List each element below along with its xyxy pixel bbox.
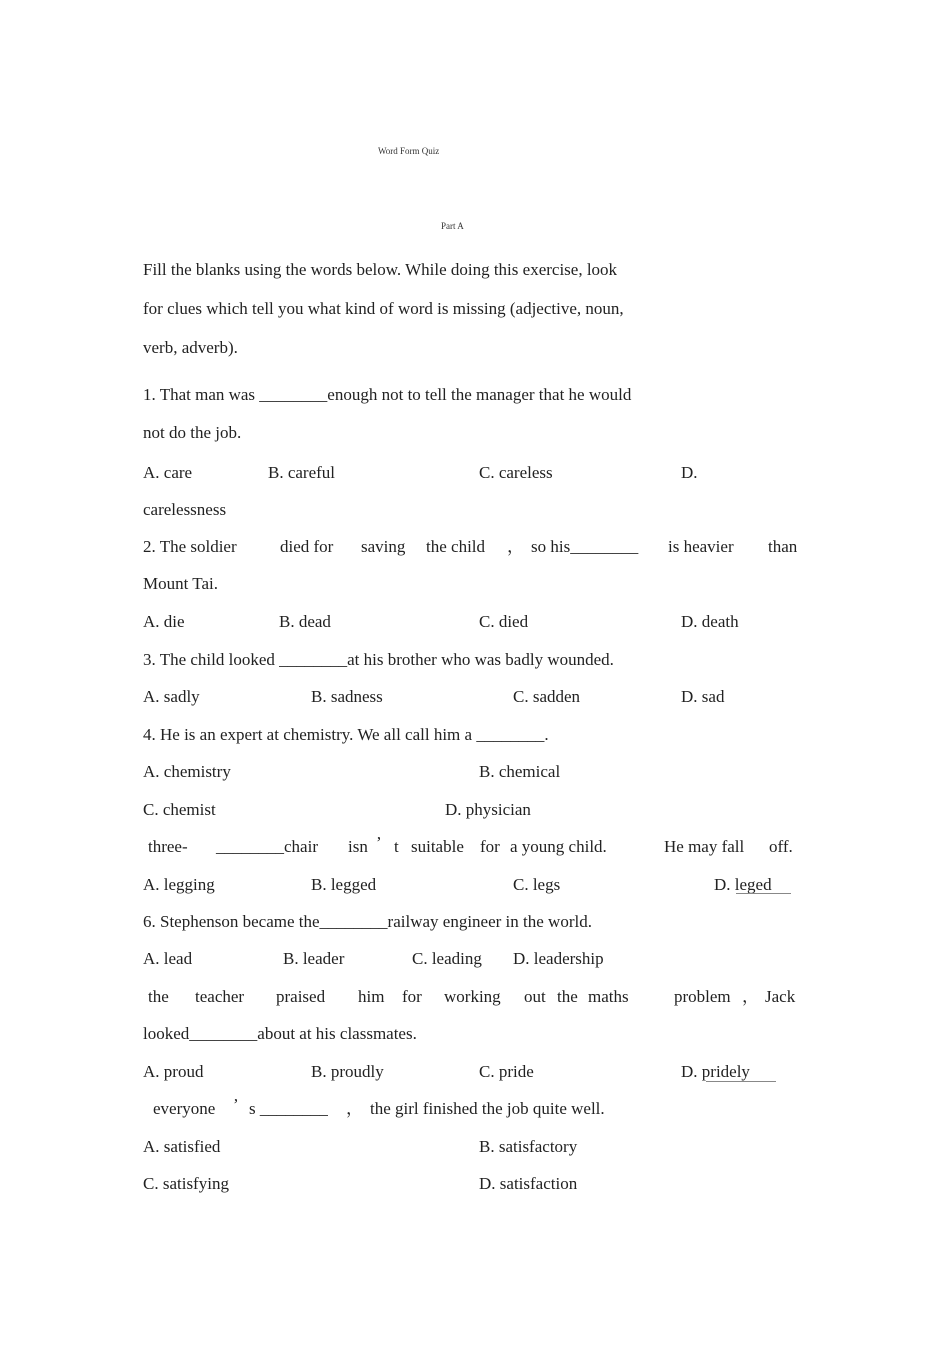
question-8-word: everyone — [153, 1099, 216, 1118]
question-8-word: s ________ — [249, 1099, 328, 1118]
question-6-text: 6. Stephenson became the________railway engineer in the world. — [143, 912, 592, 931]
q2-option-c: C. died — [479, 612, 529, 631]
question-5-word: three- — [148, 837, 188, 856]
question-5-word: ________chair — [216, 837, 318, 856]
question-7-word: ， — [742, 987, 759, 1006]
question-7-word: out — [524, 987, 546, 1006]
question-2-word: is heavier — [668, 537, 734, 556]
q4-option-b: B. chemical — [479, 762, 561, 781]
q6-option-b: B. leader — [283, 949, 345, 968]
document-title: Word Form Quiz — [378, 146, 440, 156]
question-7-word: teacher — [195, 987, 245, 1006]
q3-option-d: D. sad — [681, 687, 725, 706]
q2-option-d: D. death — [681, 612, 739, 631]
question-5-word: for — [480, 837, 500, 856]
question-8-word: the girl finished the job quite well. — [370, 1099, 605, 1118]
q4-option-d: D. physician — [445, 800, 531, 819]
q8-option-b: B. satisfactory — [479, 1137, 578, 1156]
q8-option-d: D. satisfaction — [479, 1174, 578, 1193]
question-5-word: He may fall — [664, 837, 745, 856]
q6-option-d: D. leadership — [513, 949, 604, 968]
q3-option-b: B. sadness — [311, 687, 383, 706]
question-7-word: praised — [276, 987, 326, 1006]
question-2-word: 2. The soldier — [143, 537, 237, 556]
q8-option-c: C. satisfying — [143, 1174, 229, 1193]
q2-option-a: A. die — [143, 612, 185, 631]
spelling-mark — [736, 893, 791, 894]
spelling-mark — [706, 1081, 776, 1082]
question-5-word: t — [394, 837, 399, 856]
question-2-word: saving — [361, 537, 406, 556]
q2-option-b: B. dead — [279, 612, 331, 631]
question-1-text-cont: not do the job. — [143, 423, 242, 442]
q7-option-b: B. proudly — [311, 1062, 384, 1081]
q1-option-d-text: carelessness — [143, 500, 227, 519]
question-2-word: ， — [507, 537, 524, 556]
instruction-line-3: verb, adverb). — [143, 338, 238, 357]
question-7-word: the — [557, 987, 578, 1006]
q7-option-a: A. proud — [143, 1062, 204, 1081]
question-4-text: 4. He is an expert at chemistry. We all call him a ________. — [143, 725, 549, 744]
question-7-word: Jack — [765, 987, 796, 1006]
q4-option-c: C. chemist — [143, 800, 216, 819]
question-7-word: the — [148, 987, 169, 1006]
question-7-word: working — [444, 987, 501, 1006]
q6-option-a: A. lead — [143, 949, 193, 968]
question-3-text: 3. The child looked ________at his brother who was badly wounded. — [143, 650, 614, 669]
q7-option-c: C. pride — [479, 1062, 534, 1081]
instruction-line-2: for clues which tell you what kind of word is missing (adjective, noun, — [143, 299, 624, 318]
q3-option-a: A. sadly — [143, 687, 200, 706]
q1-option-b: B. careful — [268, 463, 336, 482]
question-1-text: 1. That man was ________enough not to tell the manager that he would — [143, 385, 632, 404]
question-2-word: than — [768, 537, 798, 556]
q7-option-d: D. pridely — [681, 1062, 750, 1081]
question-5-word: off. — [769, 837, 793, 856]
question-8-word: ， — [346, 1099, 363, 1118]
question-7-word: problem — [674, 987, 731, 1006]
q5-option-c: C. legs — [513, 875, 561, 894]
question-8-word: ’ — [233, 1095, 239, 1114]
question-5-word: ’ — [376, 833, 382, 852]
question-2-word: so his________ — [531, 537, 639, 556]
question-5-word: a young child. — [510, 837, 607, 856]
question-5-word: isn — [348, 837, 368, 856]
question-2-word: the child — [426, 537, 486, 556]
q5-option-a: A. legging — [143, 875, 215, 894]
question-2-word: died for — [280, 537, 334, 556]
question-7-word: maths — [588, 987, 629, 1006]
instruction-line-1: Fill the blanks using the words below. While doing this exercise, look — [143, 260, 618, 279]
q1-option-a: A. care — [143, 463, 193, 482]
q1-option-c: C. careless — [479, 463, 553, 482]
question-5-word: suitable — [411, 837, 464, 856]
q8-option-a: A. satisfied — [143, 1137, 221, 1156]
q1-option-d: D. — [681, 463, 698, 482]
q5-option-d: D. leged — [714, 875, 772, 894]
question-7-text-cont: looked________about at his classmates. — [143, 1024, 417, 1043]
question-2-text-cont: Mount Tai. — [143, 574, 218, 593]
q6-option-c: C. leading — [412, 949, 482, 968]
q3-option-c: C. sadden — [513, 687, 581, 706]
q5-option-b: B. legged — [311, 875, 377, 894]
part-heading: Part A — [441, 221, 464, 231]
question-7-word: for — [402, 987, 422, 1006]
question-7-word: him — [358, 987, 385, 1006]
q4-option-a: A. chemistry — [143, 762, 231, 781]
